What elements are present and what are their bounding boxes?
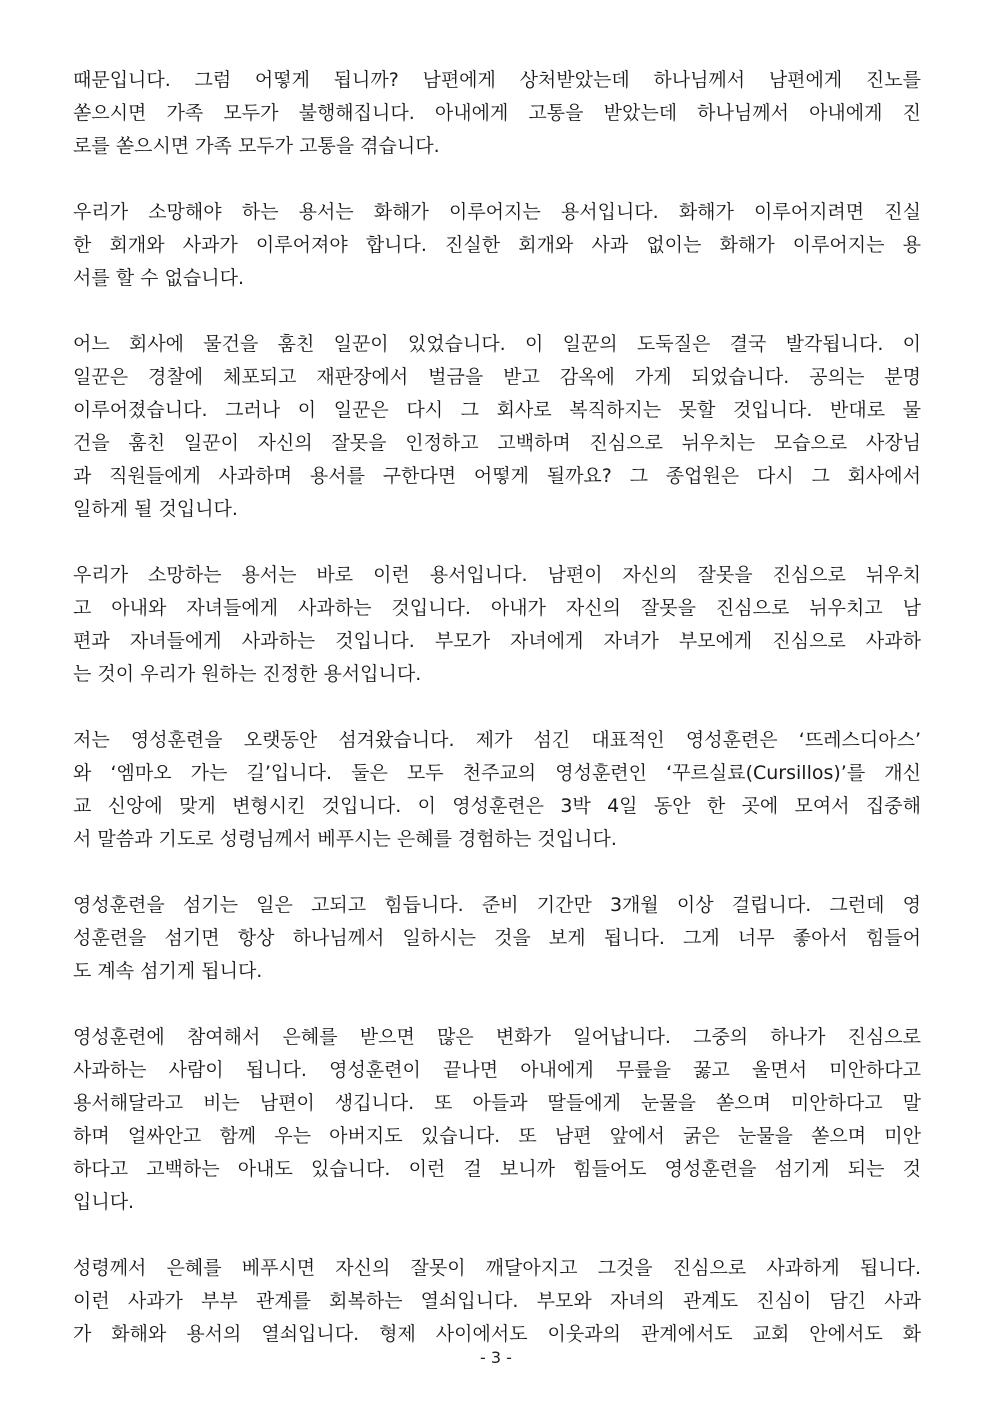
text-line: 한 회개와 사과가 이루어져야 합니다. 진실한 회개와 사과 없이는 화해가 이루어지는 용 xyxy=(73,234,921,256)
paragraph xyxy=(73,1021,921,1219)
text-line: 일하게 될 것입니다. xyxy=(73,498,238,520)
text-line: 우리가 소망해야 하는 용서는 화해가 이루어지는 용서입니다. 화해가 이루어지려면 진실 xyxy=(73,201,921,223)
text-line: 쏟으시면 가족 모두가 불행해집니다. 아내에게 고통을 받았는데 하나님께서 아내에게 진 xyxy=(73,102,921,124)
paragraph xyxy=(73,328,921,526)
text-line: 서를 할 수 없습니다. xyxy=(73,267,244,289)
text-line: 영성훈련에 참여해서 은혜를 받으면 많은 변화가 일어납니다. 그중의 하나가 진심으로 xyxy=(73,1026,921,1048)
text-line: 과 직원들에게 사과하며 용서를 구한다면 어떻게 될까요? 그 종업원은 다시 그 회사에서 xyxy=(73,465,921,487)
paragraph xyxy=(73,1252,921,1351)
text-line: 영성훈련을 섬기는 일은 고되고 힘듭니다. 준비 기간만 3개월 이상 걸립니다. 그런데 영 xyxy=(73,894,921,916)
text-line: 고 아내와 자녀들에게 사과하는 것입니다. 아내가 자신의 잘못을 진심으로 뉘우치고 남 xyxy=(73,597,921,619)
document-body xyxy=(73,64,921,1384)
page-number: - 3 - xyxy=(480,1348,512,1367)
text-line: 입니다. xyxy=(73,1191,135,1213)
text-line: 가 화해와 용서의 열쇠입니다. 형제 사이에서도 이웃과의 관계에서도 교회 안에서도 화 xyxy=(73,1323,921,1345)
text-line: 때문입니다. 그럼 어떻게 됩니까? 남편에게 상처받았는데 하나님께서 남편에게 진노를 xyxy=(73,69,921,91)
text-line: 는 것이 우리가 원하는 진정한 용서입니다. xyxy=(73,663,422,685)
text-line: 로를 쏟으시면 가족 모두가 고통을 겪습니다. xyxy=(73,135,440,157)
text-line: 건을 훔친 일꾼이 자신의 잘못을 인정하고 고백하며 진심으로 뉘우치는 모습으로 사장님 xyxy=(73,432,921,454)
text-line: 이런 사과가 부부 관계를 회복하는 열쇠입니다. 부모와 자녀의 관계도 진심이 담긴 사과 xyxy=(73,1290,921,1312)
text-line: 일꾼은 경찰에 체포되고 재판장에서 벌금을 받고 감옥에 가게 되었습니다. 공의는 분명 xyxy=(73,366,921,388)
paragraph xyxy=(73,64,921,163)
paragraph xyxy=(73,559,921,691)
text-line: 성령께서 은혜를 베푸시면 자신의 잘못이 깨달아지고 그것을 진심으로 사과하게 됩니다. xyxy=(73,1257,921,1279)
text-line: 이루어졌습니다. 그러나 이 일꾼은 다시 그 회사로 복직하지는 못할 것입니다. 반대로 물 xyxy=(73,399,921,421)
text-line: 성훈련을 섬기면 항상 하나님께서 일하시는 것을 보게 됩니다. 그게 너무 좋아서 힘들어 xyxy=(73,927,921,949)
paragraph xyxy=(73,724,921,856)
text-line: 우리가 소망하는 용서는 바로 이런 용서입니다. 남편이 자신의 잘못을 진심으로 뉘우치 xyxy=(73,564,921,586)
text-line: 편과 자녀들에게 사과하는 것입니다. 부모가 자녀에게 자녀가 부모에게 진심으로 사과하 xyxy=(73,630,921,652)
text-line: 와 ‘엠마오 가는 길’입니다. 둘은 모두 천주교의 영성훈련인 ‘꾸르실료(Cursillos)’를 개신 xyxy=(73,762,921,784)
text-line: 하다고 고백하는 아내도 있습니다. 이런 걸 보니까 힘들어도 영성훈련을 섬기게 되는 것 xyxy=(73,1158,921,1180)
paragraph xyxy=(73,889,921,988)
text-line: 사과하는 사람이 됩니다. 영성훈련이 끝나면 아내에게 무릎을 꿇고 울면서 미안하다고 xyxy=(73,1059,921,1081)
text-line: 어느 회사에 물건을 훔친 일꾼이 있었습니다. 이 일꾼의 도둑질은 결국 발각됩니다. 이 xyxy=(73,333,921,355)
text-line: 저는 영성훈련을 오랫동안 섬겨왔습니다. 제가 섬긴 대표적인 영성훈련은 ‘뜨레스디아스’ xyxy=(73,729,921,751)
text-line: 용서해달라고 비는 남편이 생깁니다. 또 아들과 딸들에게 눈물을 쏟으며 미안하다고 말 xyxy=(73,1092,921,1114)
text-line: 교 신앙에 맞게 변형시킨 것입니다. 이 영성훈련은 3박 4일 동안 한 곳에 모여서 집중해 xyxy=(73,795,921,817)
text-line: 서 말씀과 기도로 성령님께서 베푸시는 은혜를 경험하는 것입니다. xyxy=(73,828,617,850)
text-line: 도 계속 섬기게 됩니다. xyxy=(73,960,263,982)
paragraph xyxy=(73,196,921,295)
text-line: 하며 얼싸안고 함께 우는 아버지도 있습니다. 또 남편 앞에서 굵은 눈물을 쏟으며 미안 xyxy=(73,1125,921,1147)
